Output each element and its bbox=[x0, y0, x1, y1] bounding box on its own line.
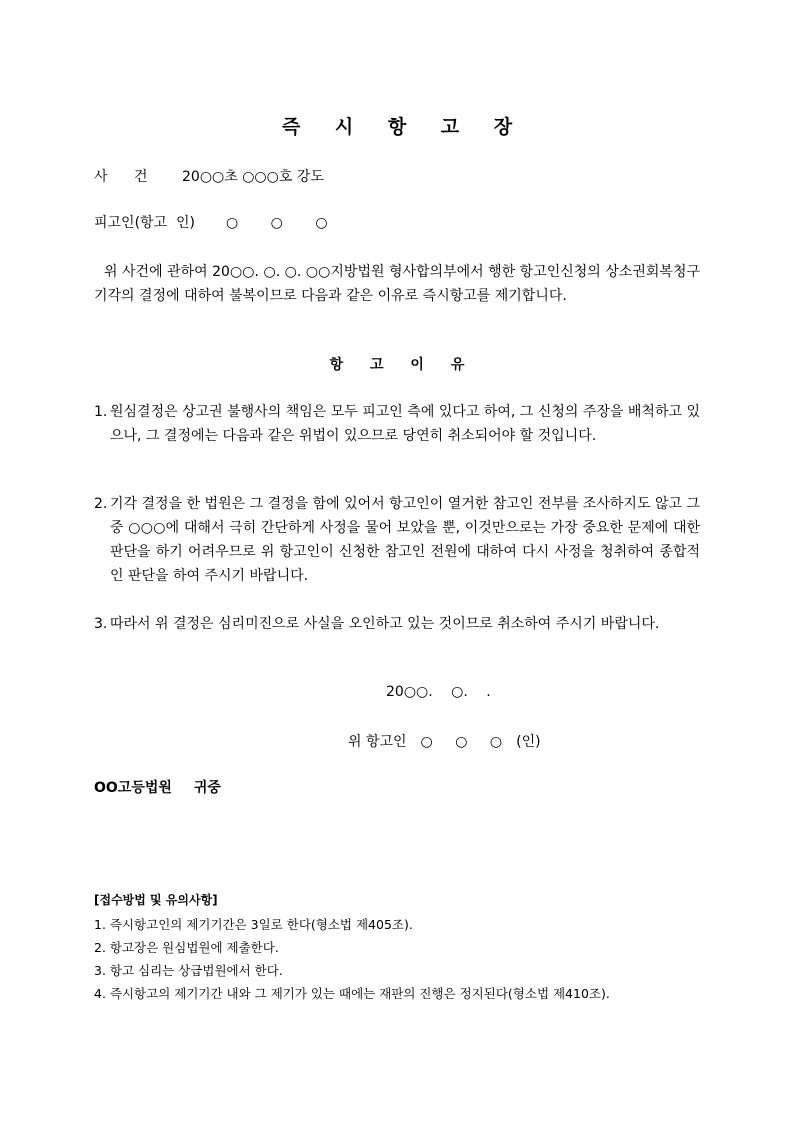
note-item: 1. 즉시항고인의 제기기간은 3일로 한다(형소법 제405조). bbox=[94, 917, 413, 932]
reason-text: 원심결정은 상고권 불행사의 책임은 모두 피고인 측에 있다고 하여, 그 신청의 주장을 배척하고 있으나, 그 결정에는 다음과 같은 위법이 있으므로 당연히 취소되어야 할 것입니다. bbox=[110, 404, 700, 444]
reason-item bbox=[94, 612, 700, 636]
case-label-part-1: 사 bbox=[94, 169, 108, 185]
intro-paragraph: 위 사건에 관하여 20○○. ○. ○. ○○지방법원 형사합의부에서 행한 항고인신청의 상소권회복청구기각의 결정에 대하여 불복이므로 다음과 같은 이유로 즉시항고를 제기합니다. bbox=[94, 264, 700, 304]
defendant-name: ○ ○ ○ bbox=[226, 215, 328, 231]
court-honorific: 귀중 bbox=[193, 780, 221, 796]
reason-text: 기각 결정을 한 법원은 그 결정을 함에 있어서 항고인이 열거한 참고인 전부를 조사하지도 않고 그 중 ○○○에 대해서 극히 간단하게 사정을 물어 보았을 뿐, 이것만으로는 가장 중요한 문제에 대한 판단을 하기 어려우므로 위 항고인이 신청한 참고인 전원에 대하여 다시 사정을 청취하여 종합적인 판단을 하여 주시기 바랍니다. bbox=[110, 496, 700, 584]
reason-text: 따라서 위 결정은 심리미진으로 사실을 오인하고 있는 것이므로 취소하여 주시기 바랍니다. bbox=[110, 616, 660, 632]
defendant-label: 피고인(항고 인) bbox=[94, 215, 195, 231]
filing-date: 20○○. ○. . bbox=[386, 684, 491, 700]
document-title: 즉 시 항 고 장 bbox=[281, 116, 527, 138]
notes-heading: [접수방법 및 유의사항] bbox=[94, 893, 218, 907]
note-item: 4. 즉시항고의 제기기간 내와 그 제기가 있는 때에는 재판의 진행은 정지된다(형소법 제410조). bbox=[94, 986, 610, 1001]
court-name: OO고등법원 bbox=[94, 780, 172, 796]
appellant-name: ○ ○ ○ bbox=[420, 734, 503, 750]
appellant-signature bbox=[348, 731, 541, 751]
case-number: 20○○초 ○○○호 강도 bbox=[182, 169, 324, 185]
appellant-seal: (인) bbox=[516, 734, 541, 750]
note-item: 2. 항고장은 원심법원에 제출한다. bbox=[94, 940, 279, 955]
reason-number: 1. bbox=[94, 404, 108, 420]
reason-number: 2. bbox=[94, 496, 108, 512]
note-item: 3. 항고 심리는 상급법원에서 한다. bbox=[94, 963, 283, 978]
reasons-title: 항 고 이 유 bbox=[329, 357, 476, 373]
addressee-court bbox=[94, 777, 221, 797]
reason-item bbox=[94, 492, 700, 588]
case-label-part-2: 건 bbox=[134, 169, 148, 185]
reason-number: 3. bbox=[94, 616, 108, 632]
case-label bbox=[94, 167, 182, 187]
reason-item bbox=[94, 400, 700, 448]
appellant-label: 위 항고인 bbox=[348, 734, 407, 750]
